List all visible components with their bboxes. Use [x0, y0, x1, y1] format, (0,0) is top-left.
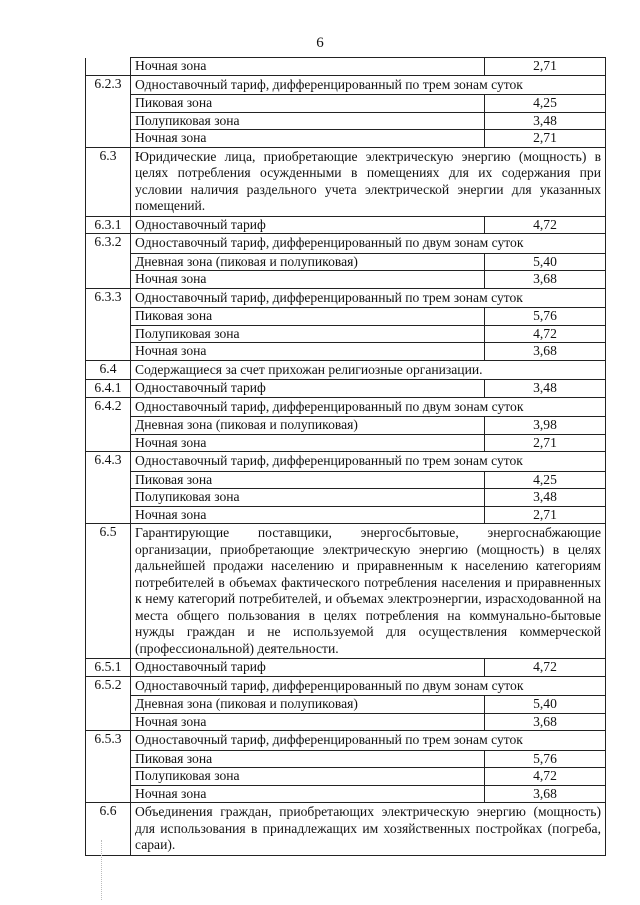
- row-number-cell: [86, 130, 131, 148]
- row-number-cell: 6.4.2: [86, 397, 131, 417]
- row-number-cell: 6.3.3: [86, 288, 131, 308]
- table-row: [86, 112, 606, 130]
- row-number-cell: [86, 750, 131, 768]
- row-description-cell: Гарантирующие поставщики, энергосбытовые, энергоснабжающие организации, приобретающие электрическую энергию (мощность) в целях дальнейшей продажи населению и приравненным к населению категориям потребителей в объемах фактического потребления населения и приравненных к нему категорий потребителей, и объемах электроэнергии, израсходованной на места общего пользования в целях потребления на коммунально-бытовые нужды граждан и не используемой для осуществления коммерческой (профессиональной) деятельности.: [131, 524, 606, 659]
- row-description-cell: Ночная зона: [131, 343, 485, 361]
- row-number-cell: 6.2.3: [86, 75, 131, 95]
- row-number-cell: [86, 308, 131, 326]
- row-number-cell: [86, 271, 131, 289]
- row-description-cell: Дневная зона (пиковая и полупиковая): [131, 696, 485, 714]
- row-description-cell: Ночная зона: [131, 130, 485, 148]
- row-tariff-value-cell: 3,68: [485, 713, 606, 731]
- row-description-cell: Полупиковая зона: [131, 325, 485, 343]
- row-description-cell: Ночная зона: [131, 713, 485, 731]
- table-row: [86, 325, 606, 343]
- row-tariff-value-cell: 2,71: [485, 506, 606, 524]
- row-number-cell: [86, 95, 131, 113]
- table-row: [86, 95, 606, 113]
- page-number: 6: [316, 35, 324, 51]
- row-description-cell: Содержащиеся за счет прихожан религиозные организации.: [131, 360, 606, 380]
- row-tariff-value-cell: 3,48: [485, 489, 606, 507]
- table-row: [86, 58, 606, 76]
- row-tariff-value-cell: 3,68: [485, 343, 606, 361]
- row-tariff-value-cell: 3,68: [485, 785, 606, 803]
- row-description-cell: Пиковая зона: [131, 471, 485, 489]
- row-number-cell: 6.3: [86, 147, 131, 216]
- table-row: [86, 696, 606, 714]
- table-row: [86, 750, 606, 768]
- row-tariff-value-cell: 2,71: [485, 130, 606, 148]
- table-row: [86, 271, 606, 289]
- row-tariff-value-cell: 4,25: [485, 95, 606, 113]
- row-number-cell: 6.5: [86, 524, 131, 659]
- row-description-cell: Дневная зона (пиковая и полупиковая): [131, 417, 485, 435]
- table-row: [86, 75, 606, 95]
- margin-mark: [101, 840, 103, 900]
- row-number-cell: 6.5.3: [86, 731, 131, 751]
- row-tariff-value-cell: 2,71: [485, 434, 606, 452]
- row-number-cell: 6.3.1: [86, 216, 131, 234]
- table-row: [86, 471, 606, 489]
- row-number-cell: 6.4: [86, 360, 131, 380]
- row-tariff-value-cell: 4,72: [485, 216, 606, 234]
- row-number-cell: [86, 434, 131, 452]
- row-description-cell: Одноставочный тариф, дифференцированный по трем зонам суток: [131, 288, 606, 308]
- row-number-cell: 6.3.2: [86, 234, 131, 254]
- row-number-cell: [86, 785, 131, 803]
- row-description-cell: Юридические лица, приобретающие электрическую энергию (мощность) в целях потребления осужденными в помещениях для их содержания при условии наличия раздельного учета электрической энергии для указанных помещений.: [131, 147, 606, 216]
- row-description-cell: Полупиковая зона: [131, 112, 485, 130]
- row-number-cell: 6.5.2: [86, 676, 131, 696]
- row-number-cell: [86, 325, 131, 343]
- row-number-cell: 6.6: [86, 803, 131, 856]
- row-tariff-value-cell: 5,76: [485, 750, 606, 768]
- table-row: [86, 713, 606, 731]
- row-number-cell: 6.4.1: [86, 380, 131, 398]
- row-tariff-value-cell: 4,25: [485, 471, 606, 489]
- row-description-cell: Одноставочный тариф, дифференцированный по трем зонам суток: [131, 75, 606, 95]
- row-description-cell: Пиковая зона: [131, 308, 485, 326]
- row-description-cell: Полупиковая зона: [131, 489, 485, 507]
- row-description-cell: Одноставочный тариф: [131, 659, 485, 677]
- row-description-cell: Одноставочный тариф, дифференцированный по двум зонам суток: [131, 234, 606, 254]
- tariff-table-body: [86, 58, 606, 856]
- table-row: [86, 524, 606, 659]
- table-row: [86, 489, 606, 507]
- table-row: [86, 434, 606, 452]
- table-row: [86, 506, 606, 524]
- row-tariff-value-cell: 5,76: [485, 308, 606, 326]
- table-row: [86, 785, 606, 803]
- row-number-cell: [86, 417, 131, 435]
- row-tariff-value-cell: 5,40: [485, 253, 606, 271]
- row-tariff-value-cell: 5,40: [485, 696, 606, 714]
- row-number-cell: [86, 506, 131, 524]
- row-number-cell: [86, 253, 131, 271]
- row-tariff-value-cell: 4,72: [485, 659, 606, 677]
- row-number-cell: [86, 112, 131, 130]
- row-number-cell: [86, 58, 131, 76]
- row-description-cell: Ночная зона: [131, 785, 485, 803]
- row-number-cell: 6.4.3: [86, 452, 131, 472]
- row-tariff-value-cell: 3,98: [485, 417, 606, 435]
- table-row: [86, 676, 606, 696]
- table-row: [86, 397, 606, 417]
- row-description-cell: Пиковая зона: [131, 95, 485, 113]
- row-description-cell: Объединения граждан, приобретающих электрическую энергию (мощность) для использования в принадлежащих им хозяйственных постройках (погреба, сараи).: [131, 803, 606, 856]
- row-tariff-value-cell: 4,72: [485, 768, 606, 786]
- tariff-table: [85, 57, 606, 856]
- row-number-cell: [86, 696, 131, 714]
- table-row: [86, 768, 606, 786]
- row-number-cell: [86, 768, 131, 786]
- row-description-cell: Одноставочный тариф, дифференцированный по трем зонам суток: [131, 452, 606, 472]
- table-row: [86, 731, 606, 751]
- table-row: [86, 452, 606, 472]
- table-row: [86, 147, 606, 216]
- table-row: [86, 253, 606, 271]
- row-tariff-value-cell: 3,68: [485, 271, 606, 289]
- table-row: [86, 308, 606, 326]
- row-description-cell: Ночная зона: [131, 434, 485, 452]
- row-number-cell: [86, 343, 131, 361]
- row-description-cell: Ночная зона: [131, 506, 485, 524]
- row-description-cell: Одноставочный тариф, дифференцированный по двум зонам суток: [131, 676, 606, 696]
- row-description-cell: Пиковая зона: [131, 750, 485, 768]
- row-number-cell: 6.5.1: [86, 659, 131, 677]
- row-number-cell: [86, 471, 131, 489]
- table-row: [86, 130, 606, 148]
- row-tariff-value-cell: 4,72: [485, 325, 606, 343]
- row-description-cell: Ночная зона: [131, 58, 485, 76]
- table-row: [86, 216, 606, 234]
- row-description-cell: Полупиковая зона: [131, 768, 485, 786]
- table-row: [86, 234, 606, 254]
- row-tariff-value-cell: 2,71: [485, 58, 606, 76]
- table-row: [86, 417, 606, 435]
- row-description-cell: Одноставочный тариф: [131, 216, 485, 234]
- row-tariff-value-cell: 3,48: [485, 112, 606, 130]
- row-number-cell: [86, 489, 131, 507]
- table-row: [86, 803, 606, 856]
- row-description-cell: Ночная зона: [131, 271, 485, 289]
- table-row: [86, 659, 606, 677]
- row-description-cell: Дневная зона (пиковая и полупиковая): [131, 253, 485, 271]
- row-description-cell: Одноставочный тариф, дифференцированный по двум зонам суток: [131, 397, 606, 417]
- table-row: [86, 288, 606, 308]
- table-row: [86, 360, 606, 380]
- row-description-cell: Одноставочный тариф, дифференцированный по трем зонам суток: [131, 731, 606, 751]
- table-row: [86, 380, 606, 398]
- row-tariff-value-cell: 3,48: [485, 380, 606, 398]
- row-number-cell: [86, 713, 131, 731]
- row-description-cell: Одноставочный тариф: [131, 380, 485, 398]
- table-row: [86, 343, 606, 361]
